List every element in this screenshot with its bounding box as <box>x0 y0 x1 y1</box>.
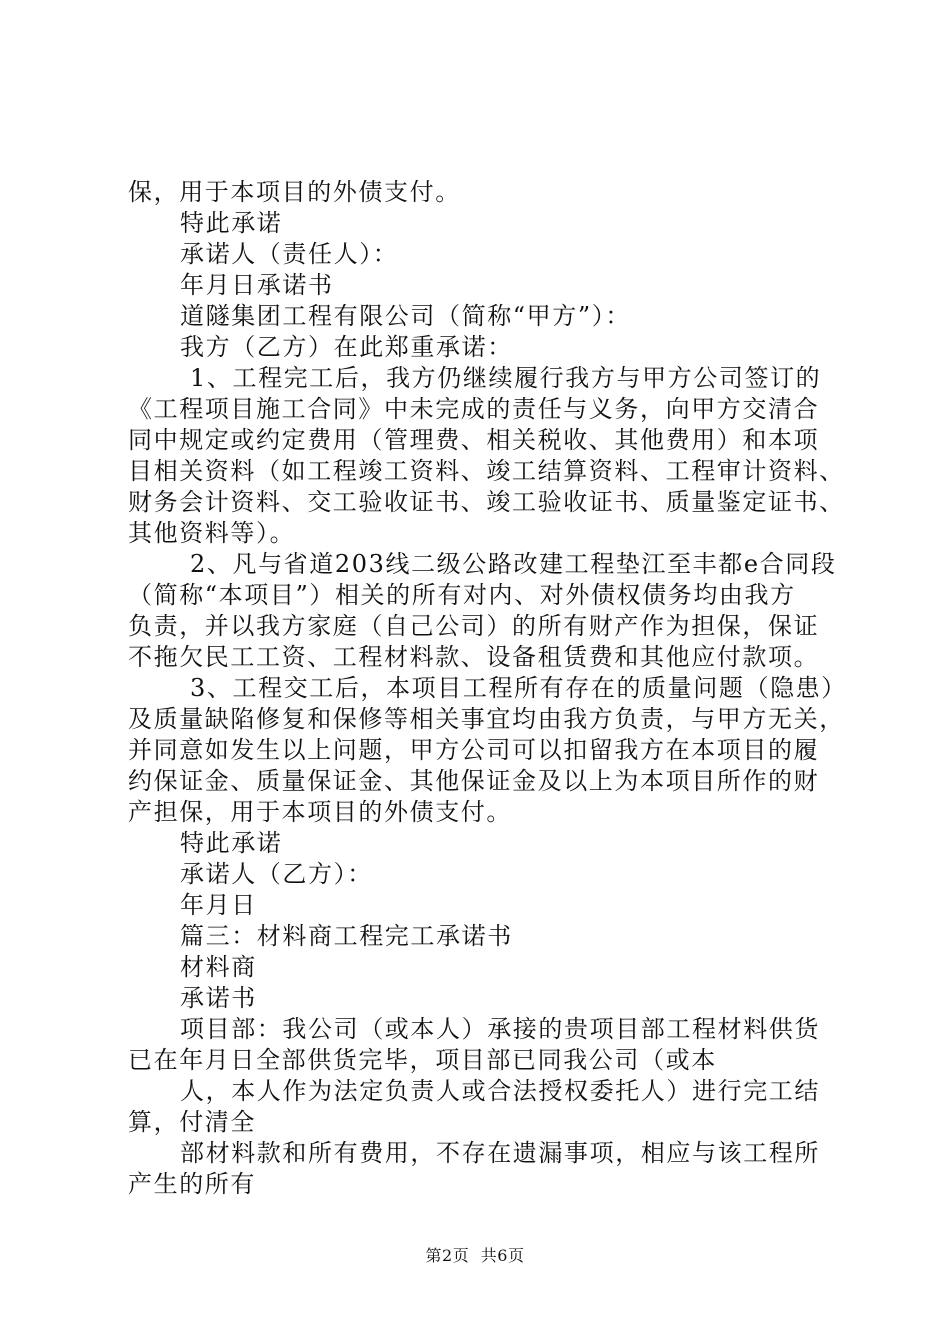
text-line: 产生的所有 <box>128 1170 256 1198</box>
text-line: 我方（乙方）在此郑重承诺： <box>180 333 513 361</box>
text-line: 并同意如发生以上问题，甲方公司可以扣留我方在本项目的履 <box>128 736 820 764</box>
text-line: 项目部：我公司（或本人）承接的贵项目部工程材料供货 <box>180 1015 820 1043</box>
text-line: 产担保，用于本项目的外债支付。 <box>128 798 512 826</box>
text-line: 特此承诺 <box>180 829 283 857</box>
text-line: 特此承诺 <box>180 209 283 237</box>
text-line: 年月日承诺书 <box>180 271 334 299</box>
text-line: 人，本人作为法定负责人或合法授权委托人）进行完工结 <box>180 1077 820 1105</box>
text-line: 1、工程完工后，我方仍继续履行我方与甲方公司签订的 <box>190 364 822 392</box>
section-heading: 篇三：材料商工程完工承诺书 <box>180 922 513 950</box>
text-line: 承诺书 <box>180 984 257 1012</box>
page-footer <box>0 1245 950 1267</box>
text-line: 目相关资料（如工程竣工资料、竣工结算资料、工程审计资料、 <box>128 457 845 485</box>
text-line: 负责，并以我方家庭（自己公司）的所有财产作为担保，保证 <box>128 612 820 640</box>
text-line: 不拖欠民工工资、工程材料款、设备租赁费和其他应付款项。 <box>128 643 820 671</box>
text-line: 约保证金、质量保证金、其他保证金及以上为本项目所作的财 <box>128 767 820 795</box>
text-line: 财务会计资料、交工验收证书、竣工验收证书、质量鉴定证书、 <box>128 488 845 516</box>
text-line: 保，用于本项目的外债支付。 <box>128 178 461 206</box>
text-line: 及质量缺陷修复和保修等相关事宜均由我方负责，与甲方无关， <box>128 705 845 733</box>
text-line: 道隧集团工程有限公司（简称“甲方”）： <box>180 302 631 330</box>
text-line: 2、凡与省道203线二级公路改建工程垫江至丰都e合同段 <box>190 550 837 578</box>
text-line: 算，付清全 <box>128 1108 256 1136</box>
text-line: 年月日 <box>180 891 257 919</box>
text-line: 其他资料等）。 <box>128 519 296 547</box>
text-line: （简称“本项目”）相关的所有对内、对外债权债务均由我方 <box>128 581 796 609</box>
text-line: 部材料款和所有费用，不存在遗漏事项，相应与该工程所 <box>180 1139 820 1167</box>
text-line: 材料商 <box>180 953 257 981</box>
page-total: 共6页 <box>480 1246 525 1265</box>
page-number: 第2页 <box>425 1246 470 1265</box>
text-line: 《工程项目施工合同》中未完成的责任与义务，向甲方交清合 <box>128 395 820 423</box>
text-line: 同中规定或约定费用（管理费、相关税收、其他费用）和本项 <box>128 426 820 454</box>
text-line: 已在年月日全部供货完毕，项目部已同我公司（或本 <box>128 1046 717 1074</box>
text-line: 3、工程交工后，本项目工程所有存在的质量问题（隐患） <box>190 674 847 702</box>
text-line: 承诺人（乙方）： <box>180 860 373 888</box>
text-line: 承诺人（责任人）： <box>180 240 399 268</box>
